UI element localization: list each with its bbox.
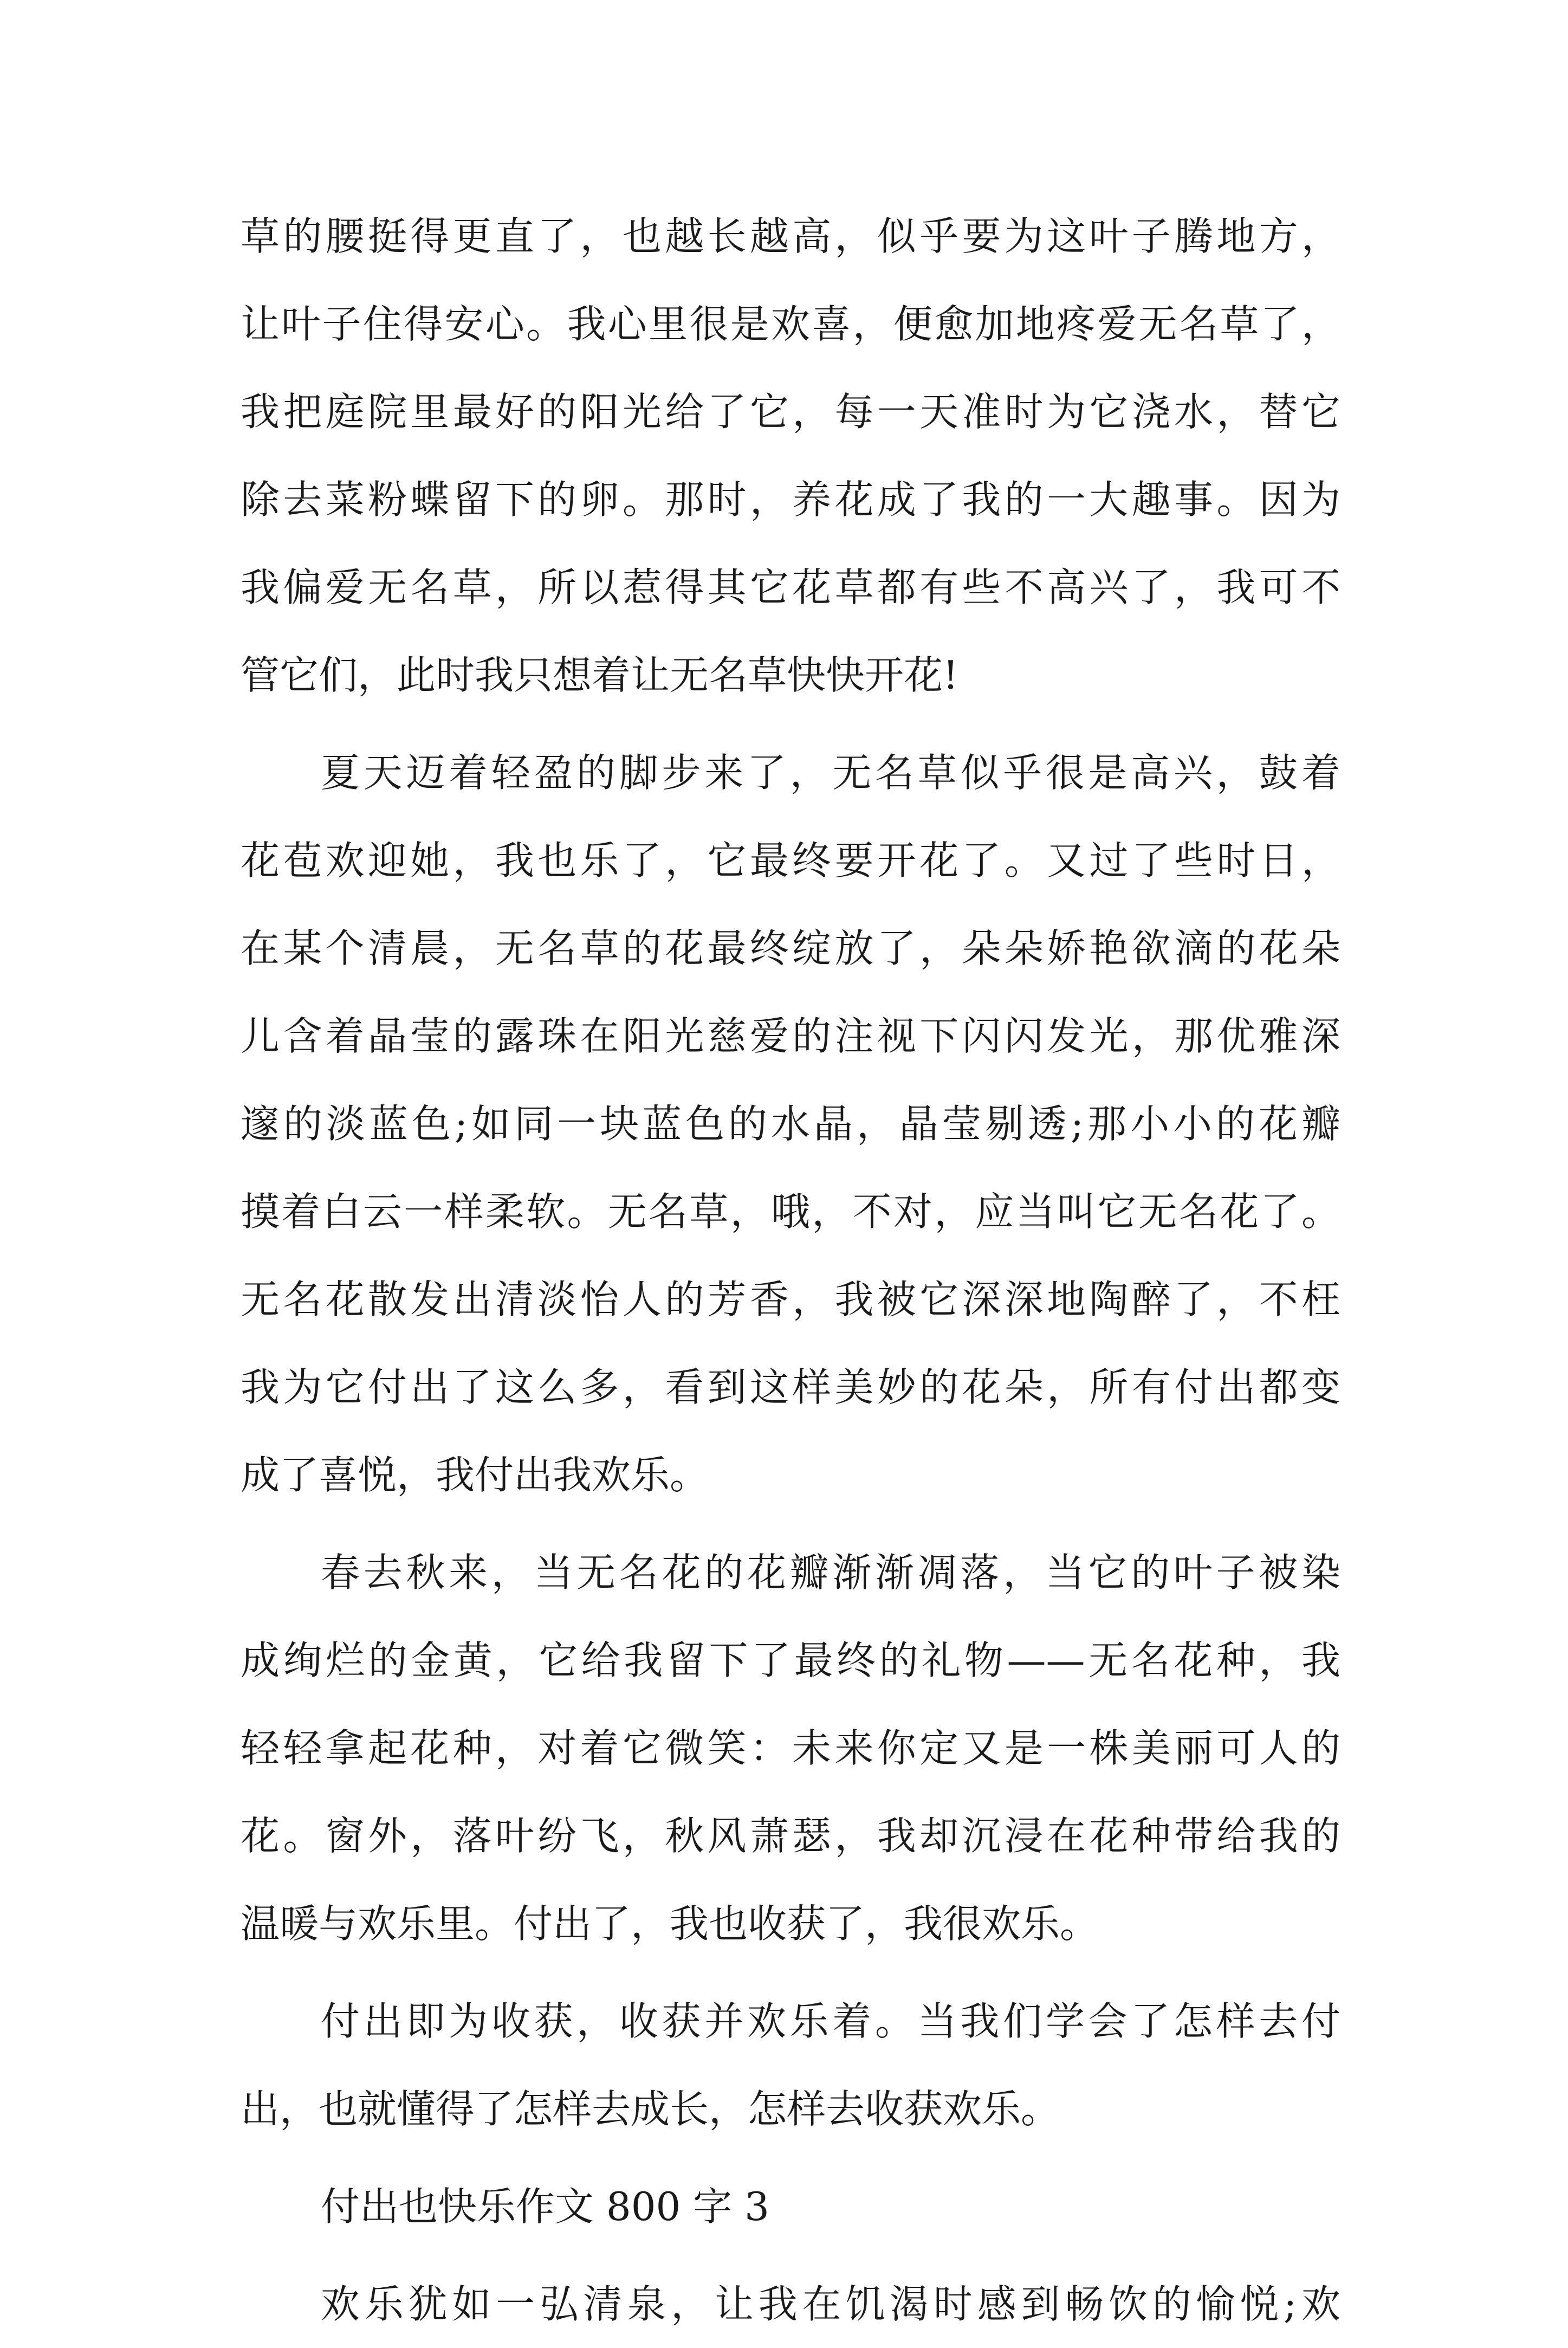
text-line: 欢乐犹如一弘清泉，让我在饥渴时感到畅饮的愉悦;欢 [321,2281,1340,2327]
text-line: 夏天迈着轻盈的脚步来了，无名草似乎很是高兴，鼓着 [321,750,1340,795]
text-line: 儿含着晶莹的露珠在阳光慈爱的注视下闪闪发光，那优雅深 [241,1013,1340,1059]
text-line: 摸着白云一样柔软。无名草，哦，不对，应当叫它无名花了。 [241,1189,1340,1234]
text-line: 让叶子住得安心。我心里很是欢喜，便愈加地疼爱无名草了， [241,301,1340,347]
text-line: 付出即为收获，收获并欢乐着。当我们学会了怎样去付 [321,1998,1340,2044]
text-line: 我为它付出了这么多，看到这样美妙的花朵，所有付出都变 [241,1364,1340,1410]
paragraph-3 [241,1529,1340,1968]
text-line: 轻轻拿起花种，对着它微笑：未来你定又是一株美丽可人的 [241,1725,1340,1771]
paragraph-4 [241,1977,1340,2153]
paragraph-1 [241,192,1340,719]
section-heading [241,2163,1340,2250]
text-line: 春去秋来，当无名花的花瓣渐渐凋落，当它的叶子被染 [321,1550,1340,1595]
text-line: 花苞欢迎她，我也乐了，它最终要开花了。又过了些时日， [241,838,1340,883]
text-line: 成了喜悦，我付出我欢乐。 [241,1452,709,1498]
paragraph-5 [241,2260,1340,2348]
text-line: 成绚烂的金黄，它给我留下了最终的礼物——无名花种，我 [241,1638,1340,1683]
section-heading-text: 付出也快乐作文 800 字 3 [321,2184,769,2229]
text-line: 除去菜粉蝶留下的卵。那时，养花成了我的一大趣事。因为 [241,477,1340,522]
text-line: 出，也就懂得了怎样去成长，怎样去收获欢乐。 [241,2086,1060,2132]
text-line: 我偏爱无名草，所以惹得其它花草都有些不高兴了，我可不 [241,565,1340,610]
paragraph-2 [241,729,1340,1519]
text-line: 无名花散发出清淡怡人的芳香，我被它深深地陶醉了，不枉 [241,1277,1340,1322]
text-column [241,192,1340,2348]
text-line: 管它们，此时我只想着让无名草快快开花! [241,652,958,698]
text-line: 草的腰挺得更直了，也越长越高，似乎要为这叶子腾地方， [241,214,1340,259]
text-line: 温暖与欢乐里。付出了，我也收获了，我很欢乐。 [241,1901,1099,1946]
text-line: 花。窗外，落叶纷飞，秋风萧瑟，我却沉浸在花种带给我的 [241,1813,1340,1859]
text-line: 邃的淡蓝色;如同一块蓝色的水晶，晶莹剔透;那小小的花瓣 [241,1101,1340,1147]
text-line: 我把庭院里最好的阳光给了它，每一天准时为它浇水，替它 [241,389,1340,435]
text-line: 在某个清晨，无名草的花最终绽放了，朵朵娇艳欲滴的花朵 [241,926,1340,971]
